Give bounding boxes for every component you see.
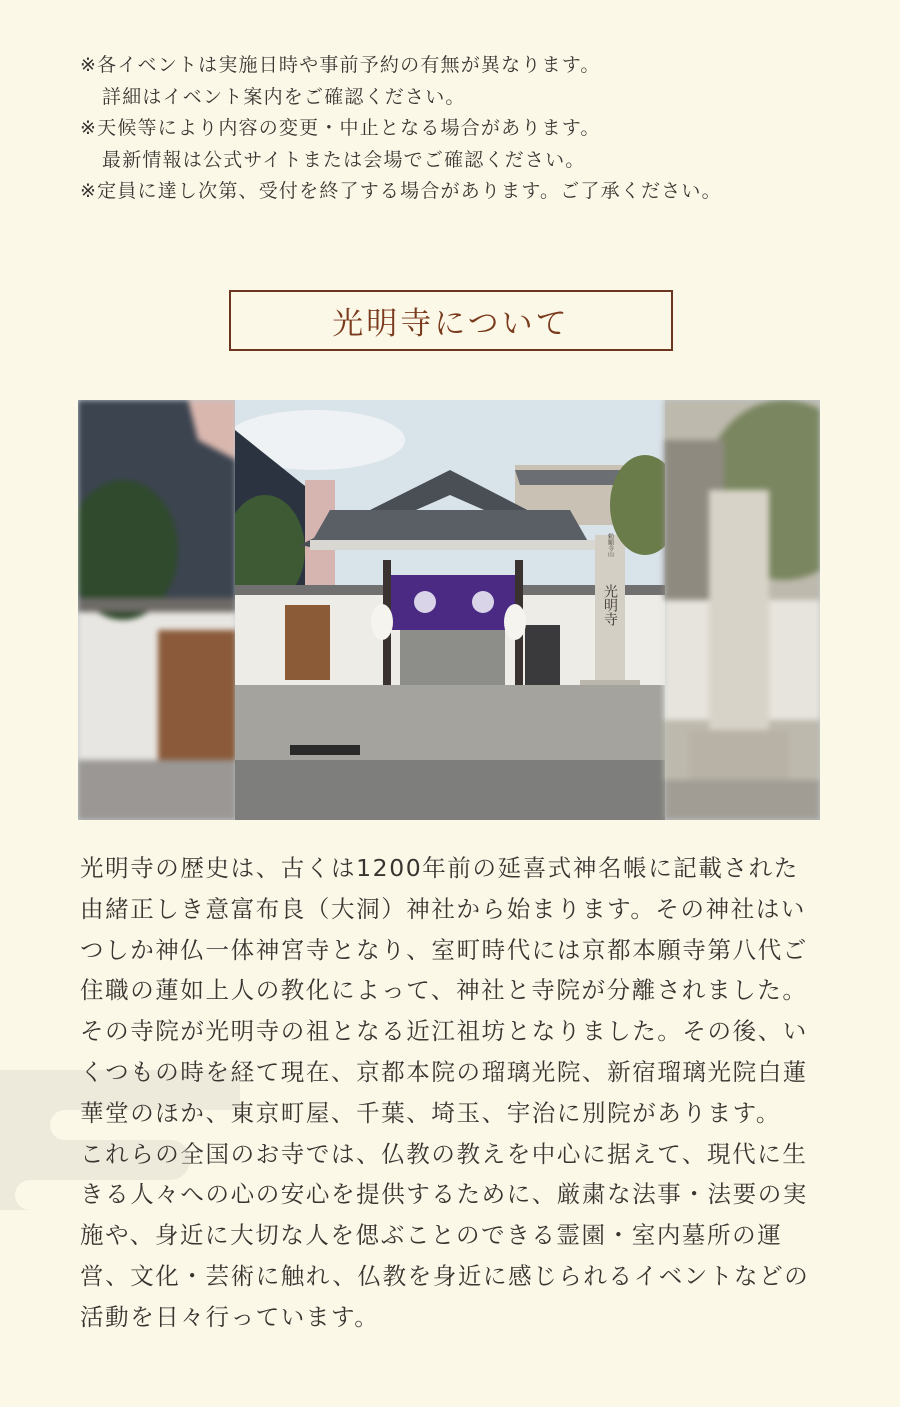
stone-small-inscription: 勅願寺山 <box>606 533 614 557</box>
note-line: 最新情報は公式サイトまたは会場でご確認ください。 <box>102 148 586 171</box>
photo-left-blurred <box>78 400 236 820</box>
section-title-text: 光明寺について <box>332 306 570 342</box>
stone-inscription: 光明寺 <box>602 584 618 626</box>
temple-gate-photo <box>78 400 820 820</box>
description-paragraph: 光明寺の歴史は、古くは1200年前の延喜式神名帳に記載された由緒正しき意富布良（大洞）神社から始まります。その神社はいつしか神仏一体神宮寺となり、室町時代には京都本願寺第八代ご住職の蓮如上人の教化によって、神社と寺院が分離されました。その寺院が光明寺の祖となる近江祖坊となりました。その後、いくつもの時を経て現在、京都本院の瑠璃光院、新宿瑠璃光院白蓮華堂のほか、東京町屋、千葉、埼玉、宇治に別院があります。 <box>80 854 808 1127</box>
description-paragraph: これらの全国のお寺では、仏教の教えを中心に据えて、現代に生きる人々への心の安心を提供するために、厳粛な法事・法要の実施や、身近に大切な人を偲ぶことのできる霊園・室内墓所の運営、文化・芸術に触れ、仏教を身近に感じられるイベントなどの活動を日々行っています。 <box>80 1139 810 1331</box>
photo-right-blurred <box>664 400 820 820</box>
note-line: ※各イベントは実施日時や事前予約の有無が異なります。 <box>80 54 601 76</box>
note-line: 詳細はイベント案内をご確認ください。 <box>102 85 466 108</box>
event-notes <box>80 50 722 208</box>
temple-description <box>80 848 810 1338</box>
section-title <box>229 290 673 351</box>
note-line: ※定員に達し次第、受付を終了する場合があります。ご了承ください。 <box>80 180 722 202</box>
note-line: ※天候等により内容の変更・中止となる場合があります。 <box>80 117 601 139</box>
photo-center <box>235 400 665 820</box>
